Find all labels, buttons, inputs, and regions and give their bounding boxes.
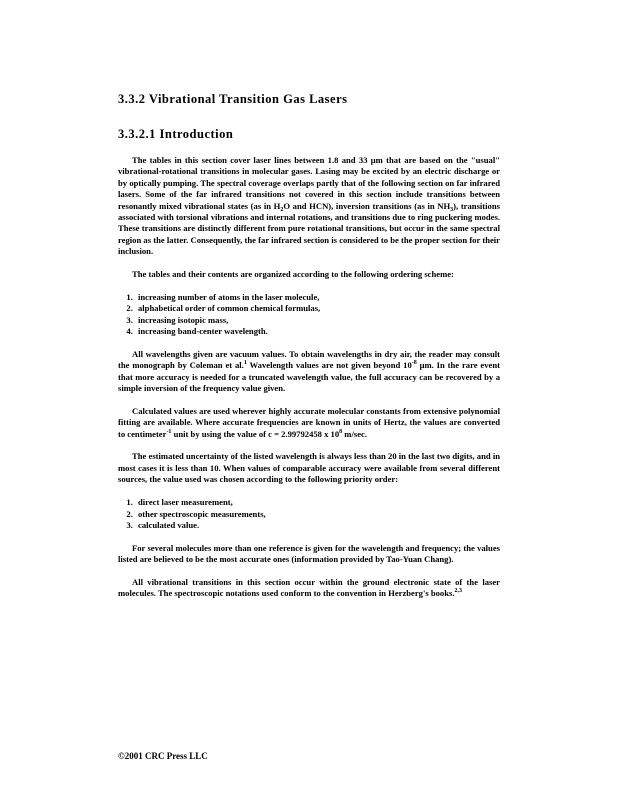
exponent-superscript: -8 bbox=[411, 360, 417, 367]
ordering-list bbox=[118, 292, 500, 338]
reference-superscript: 1 bbox=[243, 360, 247, 367]
paragraph-calculated-text-b: unit by using the value of c = 2.99792458 x 10 bbox=[171, 428, 340, 439]
paragraph-wavelengths-text-b: Wavelength values are not given beyond 10 bbox=[246, 360, 412, 371]
list-item: 4. increasing band-center wavelength. bbox=[135, 326, 500, 337]
list-item: 3. increasing isotopic mass, bbox=[135, 315, 500, 326]
paragraph-notation bbox=[118, 577, 500, 600]
paragraph-ordering: The tables and their contents are organized according to the following ordering scheme: bbox=[132, 269, 454, 280]
paragraph-uncertainty: The estimated uncertainty of the listed wavelength is always less than 20 in the last two digits, and in most cases it is less than 10. When values of comparable accuracy were available from several different sources, the value used was chosen according to the following priority order: bbox=[118, 451, 500, 485]
exponent-superscript: 8 bbox=[339, 428, 343, 435]
paragraph-wavelengths-text-c: μm. In the rare event that more accuracy is needed for a truncated wavelength value, the full accuracy can be recovered by a simple inversion of the frequency value given. bbox=[118, 360, 500, 394]
copyright-footer: ©2001 CRC Press LLC bbox=[118, 751, 208, 761]
paragraph-references: For several molecules more than one reference is given for the wavelength and frequency; the values listed are believed to be the most accurate ones (information provided by Tao-Yuan Chang). bbox=[118, 542, 500, 565]
paragraph-wavelengths bbox=[118, 349, 500, 395]
list-item: 2. alphabetical order of common chemical formulas, bbox=[135, 303, 500, 314]
list-item: 1. increasing number of atoms in the laser molecule, bbox=[135, 292, 500, 303]
exponent-superscript: -1 bbox=[166, 428, 172, 435]
paragraph-wavelengths-text-a: All wavelengths given are vacuum values. To obtain wavelengths in dry air, the reader may consult the monograph by Coleman et al. bbox=[118, 348, 500, 371]
list-item: 2. other spectroscopic measurements, bbox=[135, 509, 500, 520]
list-item: 3. calculated value. bbox=[135, 520, 500, 531]
priority-list bbox=[118, 497, 500, 531]
reference-superscript: 2,3 bbox=[454, 588, 462, 595]
list-item: 1. direct laser measurement, bbox=[135, 497, 500, 508]
section-heading: 3.3.2 Vibrational Transition Gas Lasers bbox=[118, 92, 348, 106]
paragraph-intro-text-b: O and HCN), inversion transitions (as in NH bbox=[283, 200, 451, 211]
subscript: 2 bbox=[280, 206, 284, 213]
subscript: 3 bbox=[450, 206, 454, 213]
body-text bbox=[118, 155, 500, 611]
paragraph-intro-text-a: The tables in this section cover laser lines between 1.8 and 33 μm that are based on the "usual" vibrational-rotational transitions in molecular gases. Lasing may be excited by an electric discharge or by optically pumping. The spectral coverage overlaps partly that of the following section on far infrared lasers. Some of the far infrared transitions not covered in this section include transitions between resonantly mixed vibrational states (as in H bbox=[118, 155, 500, 211]
subsection-heading: 3.3.2.1 Introduction bbox=[118, 127, 234, 141]
paragraph-intro-text-c: ), transitions associated with torsional vibrations and internal rotations, and transitions due to ring puckering modes. These transitions are distinctly different from pure rotational transitions, but occur in the same spectral region as the latter. Consequently, the far infrared section is considered to be the proper section for their inclusion. bbox=[118, 200, 500, 257]
paragraph-calculated-text-c: m/sec. bbox=[342, 428, 367, 439]
paragraph-calculated-text-a: Calculated values are used wherever highly accurate molecular constants from extensive polynomial fitting are available. Where accurate frequencies are known in units of Hertz, the values are converted to centimeter bbox=[118, 405, 500, 439]
paragraph-calculated bbox=[118, 406, 500, 440]
paragraph-intro bbox=[118, 155, 500, 258]
paragraph-notation-text-a: All vibrational transitions in this section occur within the ground electronic state of the laser molecules. The spectroscopic notations used conform to the convention in Herzberg's books. bbox=[118, 576, 500, 599]
